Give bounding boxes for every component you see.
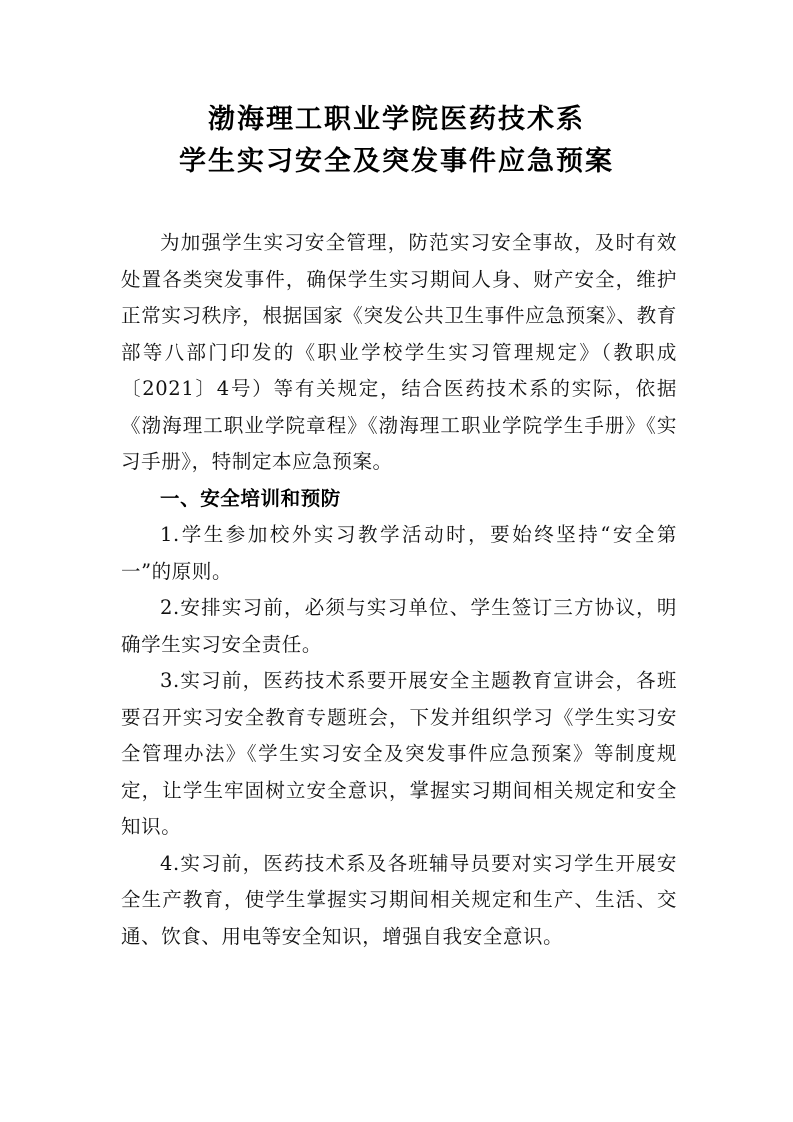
intro-paragraph: 为加强学生实习安全管理，防范实习安全事故，及时有效处置各类突发事件，确保学生实习期间人身、财产安全，维护正常实习秩序，根据国家《突发公共卫生事件应急预案》、教育部等八部门印发的《职业学校学生实习管理规定》（教职成〔2021〕4号）等有关规定，结合医药技术系的实际，依据《渤海理工职业学院章程》《渤海理工职业学院学生手册》《实习手册》，特制定本应急预案。	[121, 231, 677, 473]
title-line-1: 渤海理工职业学院医药技术系	[208, 104, 585, 135]
document-body	[121, 225, 677, 955]
list-item-2: 2.安排实习前，必须与实习单位、学生签订三方协议，明确学生实习安全责任。	[121, 596, 677, 656]
section-heading-safety-training: 一、安全培训和预防	[160, 486, 341, 510]
list-item-4: 4.实习前，医药技术系及各班辅导员要对实习学生开展安全生产教育，使学生掌握实习期间相关规定和生产、生活、交通、饮食、用电等安全知识，增强自我安全意识。	[121, 851, 677, 948]
title-line-2: 学生实习安全及突发事件应急预案	[179, 146, 614, 177]
list-item-1: 1.学生参加校外实习教学活动时，要始终坚持“安全第一”的原则。	[121, 523, 677, 583]
list-item-3: 3.实习前，医药技术系要开展安全主题教育宣讲会，各班要召开实习安全教育专题班会，下发并组织学习《学生实习安全管理办法》《学生实习安全及突发事件应急预案》等制度规定，让学生牢固树立安全意识，掌握实习期间相关规定和安全知识。	[121, 669, 677, 838]
